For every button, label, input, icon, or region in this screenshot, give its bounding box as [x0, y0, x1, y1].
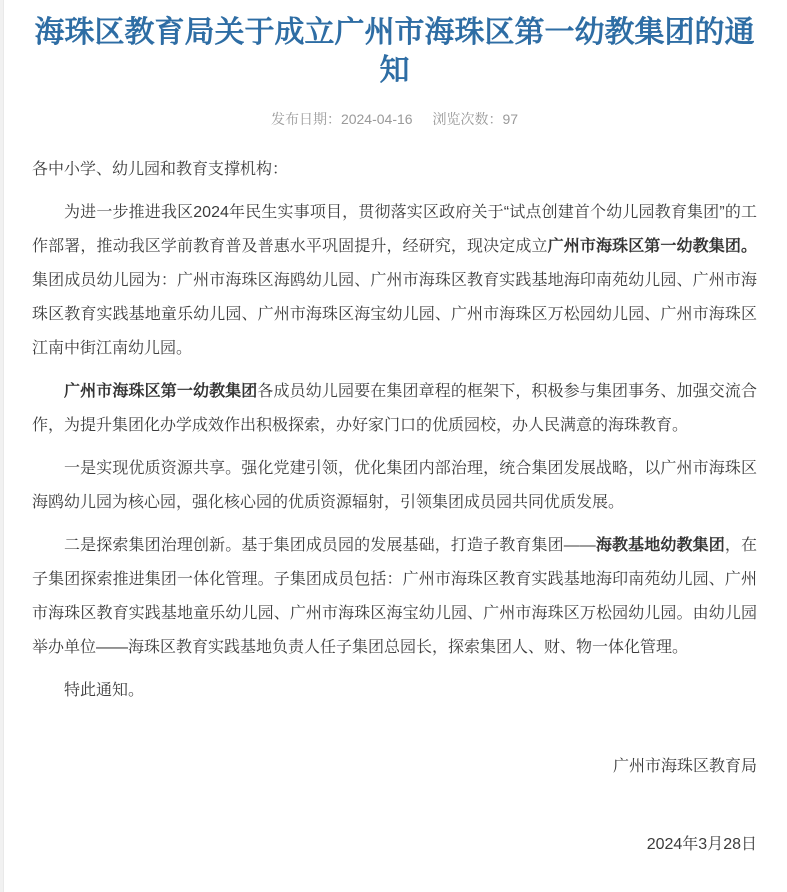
page-left-edge — [0, 0, 4, 892]
publish-date-label: 发布日期： — [270, 111, 341, 127]
page-title: 海珠区教育局关于成立广州市海珠区第一幼教集团的通知 — [34, 16, 755, 87]
signature-org: 广州市海珠区教育局 — [612, 758, 757, 775]
requirement-text: 各成员幼儿园要在集团章程的框架下，积极参与集团事务、加强交流合作，为提升集团化办学成效作出积极探索，办好家门口的优质园校，办人民满意的海珠教育。 — [32, 383, 757, 434]
group-name-bold-lead: 广州市海珠区第一幼教集团 — [64, 383, 258, 400]
paragraph-establishment — [32, 196, 757, 366]
notice-body — [32, 153, 757, 862]
point2-text-rest: ，在子集团探索推进集团一体化管理。子集团成员包括：广州市海珠区教育实践基地海印南苑幼儿园、广州市海珠区教育实践基地童乐幼儿园、广州市海珠区海宝幼儿园、广州市海珠区万松园幼儿园。由幼儿园举办单位——海珠区教育实践基地负责人任子集团总园长，探索集团人、财、物一体化管理。 — [32, 537, 757, 656]
group-name-bold: 广州市海珠区第一幼教集团。 — [547, 238, 757, 255]
paragraph-requirement — [32, 375, 757, 443]
establishment-text-lead: 为进一步推进我区2024年民生实事项目，贯彻落实区政府关于“试点创建首个幼儿园教育集团”的工作部署，推动我区学前教育普及普惠水平巩固提升，经研究，现决定成立 — [32, 204, 757, 255]
signature-date: 2024年3月28日 — [646, 836, 757, 853]
paragraph-point1: 一是实现优质资源共享。强化党建引领，优化集团内部治理，统合集团发展战略，以广州市海珠区海鸥幼儿园为核心园，强化核心园的优质资源辐射，引领集团成员园共同优质发展。 — [32, 460, 757, 511]
meta-bar — [32, 109, 757, 129]
views-label: 浏览次数： — [432, 111, 503, 127]
sub-group-name-bold: 海教基地幼教集团 — [595, 537, 725, 554]
salutation: 各中小学、幼儿园和教育支撑机构： — [32, 161, 289, 178]
establishment-member-list: 集团成员幼儿园为：广州市海珠区海鸥幼儿园、广州市海珠区教育实践基地海印南苑幼儿园、广州市海珠区教育实践基地童乐幼儿园、广州市海珠区海宝幼儿园、广州市海珠区万松园幼儿园、广州市海珠区江南中街江南幼儿园。 — [32, 272, 757, 357]
paragraph-point2 — [32, 529, 757, 665]
views-value: 97 — [502, 111, 519, 127]
publish-date-value: 2024-04-16 — [340, 111, 413, 127]
signature-block — [32, 750, 757, 862]
point2-text-lead: 二是探索集团治理创新。基于集团成员园的发展基础，打造子教育集团—— — [64, 537, 596, 554]
closing-line: 特此通知。 — [64, 682, 145, 699]
